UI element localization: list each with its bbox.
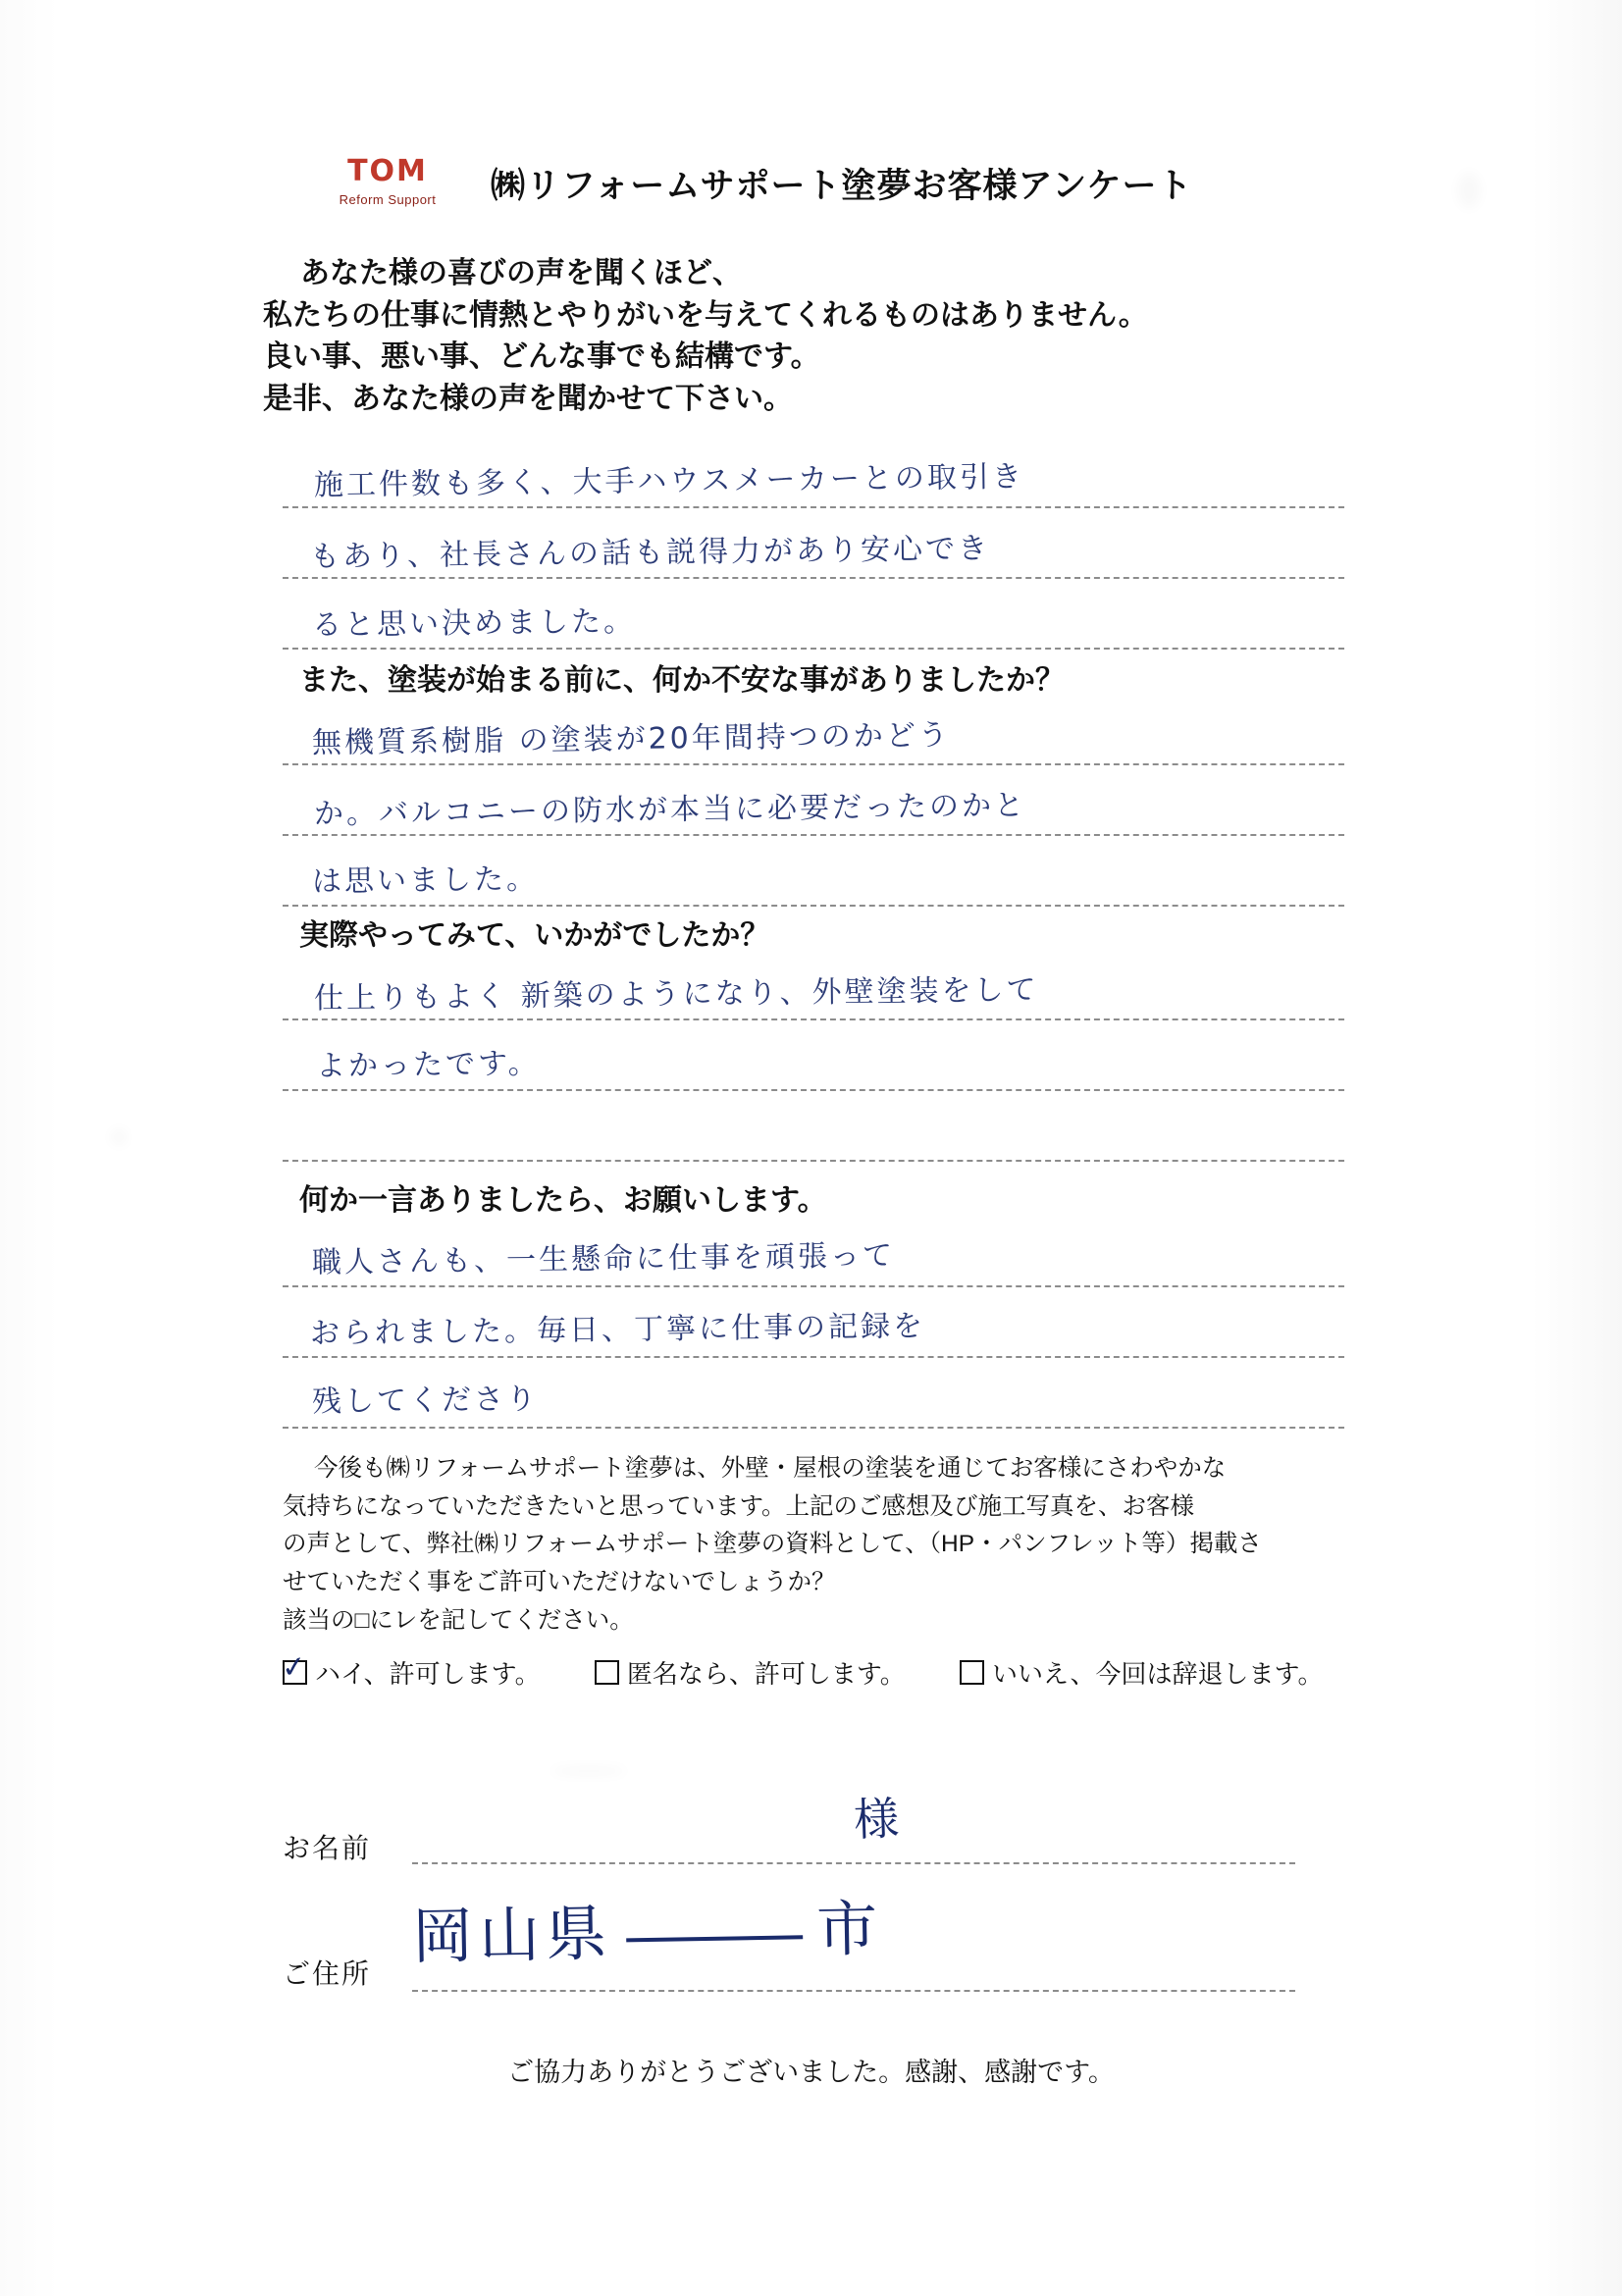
choice-anonymous[interactable] (595, 1654, 906, 1691)
handwritten-answer-line: 仕上りもよく 新築のようになり、外壁塗装をして (313, 972, 1039, 1017)
checkbox-yes[interactable] (280, 1648, 308, 1687)
consent-line-1: 今後も㈱リフォームサポート塗夢は、外壁・屋根の塗装を通じてお客様にさわやかな (314, 1455, 1227, 1482)
address-prefecture: 岡山県 (411, 1897, 613, 1973)
address-redaction-line (626, 1935, 803, 1942)
choice-anonymous-label: 匿名なら、許可します。 (626, 1659, 906, 1689)
intro-line-3: 良い事、悪い事、どんな事でも結構です。 (263, 340, 820, 374)
address-handwritten (411, 1880, 884, 1975)
consent-line-3: の声として、弊社㈱リフォームサポート塗夢の資料として、（HP・パンフレット等）掲載さ (283, 1531, 1262, 1558)
choice-yes[interactable] (280, 1648, 541, 1691)
answer-rule (283, 834, 1344, 836)
consent-paragraph (283, 1450, 1352, 1641)
answer-rule (283, 506, 1344, 508)
answer-rule (283, 648, 1344, 650)
address-label: ご住所 (283, 1958, 372, 1989)
name-rule[interactable] (412, 1862, 1295, 1864)
question-heading-4: 何か一言ありましたら、お願いします。 (299, 1184, 827, 1217)
consent-line-5: 該当の□にレを記してください。 (283, 1606, 634, 1634)
question-heading-3: 実際やってみて、いかがでしたか？ (299, 919, 770, 952)
intro-line-4: 是非、あなた様の声を聞かせて下さい。 (263, 382, 793, 415)
checkbox-decline[interactable] (960, 1660, 984, 1685)
handwritten-answer-line: もあり、社長さんの話も説得力があり安心でき (309, 531, 991, 575)
company-logo (314, 154, 461, 207)
answer-rule (283, 1285, 1344, 1287)
handwritten-answer-line: よかったです。 (315, 1046, 541, 1084)
intro-block (263, 253, 1362, 420)
intro-line-1: あなた様の喜びの声を聞くほど、 (300, 257, 742, 289)
scan-artifact (549, 1766, 628, 1776)
address-city-suffix: 市 (815, 1892, 884, 1965)
handwritten-answer-line: か。バルコニーの防水が本当に必要だったのかと (313, 788, 1027, 832)
handwritten-answer-line: ると思い決めました。 (311, 603, 637, 644)
answer-rule (283, 1160, 1344, 1162)
scan-artifact (110, 1128, 128, 1146)
answer-rule (283, 1089, 1344, 1091)
check-mark-icon: ✓ (280, 1648, 308, 1687)
name-handwritten-suffix: 様 (853, 1792, 901, 1847)
handwritten-answer-line: 職人さんも、一生懸命に仕事を頑張って (311, 1238, 896, 1280)
scan-artifact (1457, 172, 1481, 209)
answer-rule (283, 1427, 1344, 1429)
logo-subtitle: Reform Support (339, 192, 437, 207)
answer-rule (283, 905, 1344, 907)
consent-line-4: せていただく事をご許可いただけないでしょうか？ (283, 1569, 836, 1596)
answer-rule (283, 577, 1344, 579)
handwritten-answer-line: 施工件数も多く、大手ハウスメーカーとの取引き (313, 459, 1025, 503)
choice-decline[interactable] (960, 1654, 1323, 1691)
handwritten-answer-line: 残してくださり (311, 1382, 540, 1420)
choice-decline-label: いいえ、今回は辞退します。 (991, 1659, 1324, 1689)
consent-line-2: 気持ちになっていただきたいと思っています。上記のご感想及び施工写真を、お客様 (283, 1492, 1195, 1520)
logo-mark-text: TOM (347, 154, 428, 188)
answer-rule (283, 1356, 1344, 1358)
question-heading-2: また、塗装が始まる前に、何か不安な事がありましたか？ (299, 664, 1065, 697)
answer-rule (283, 1018, 1344, 1020)
choice-yes-label: ハイ、許可します。 (315, 1659, 541, 1689)
address-rule[interactable] (412, 1990, 1295, 1992)
footer-thanks: ご協力ありがとうございました。感謝、感謝です。 (507, 2058, 1115, 2087)
consent-choices (280, 1648, 1372, 1691)
answer-rule (283, 763, 1344, 765)
checkbox-anonymous[interactable] (595, 1660, 619, 1685)
handwritten-answer-line: は思いました。 (311, 861, 540, 900)
handwritten-answer-line: おられました。毎日、丁寧に仕事の記録を (309, 1309, 926, 1351)
intro-line-2: 私たちの仕事に情熱とやりがいを与えてくれるものはありません。 (263, 298, 1148, 332)
name-label: お名前 (283, 1833, 372, 1863)
handwritten-answer-line: 無機質系樹脂 の塗装が20年間持つのかどう (311, 718, 951, 760)
page-title: ㈱リフォームサポート塗夢お客様アンケート (491, 167, 1193, 205)
